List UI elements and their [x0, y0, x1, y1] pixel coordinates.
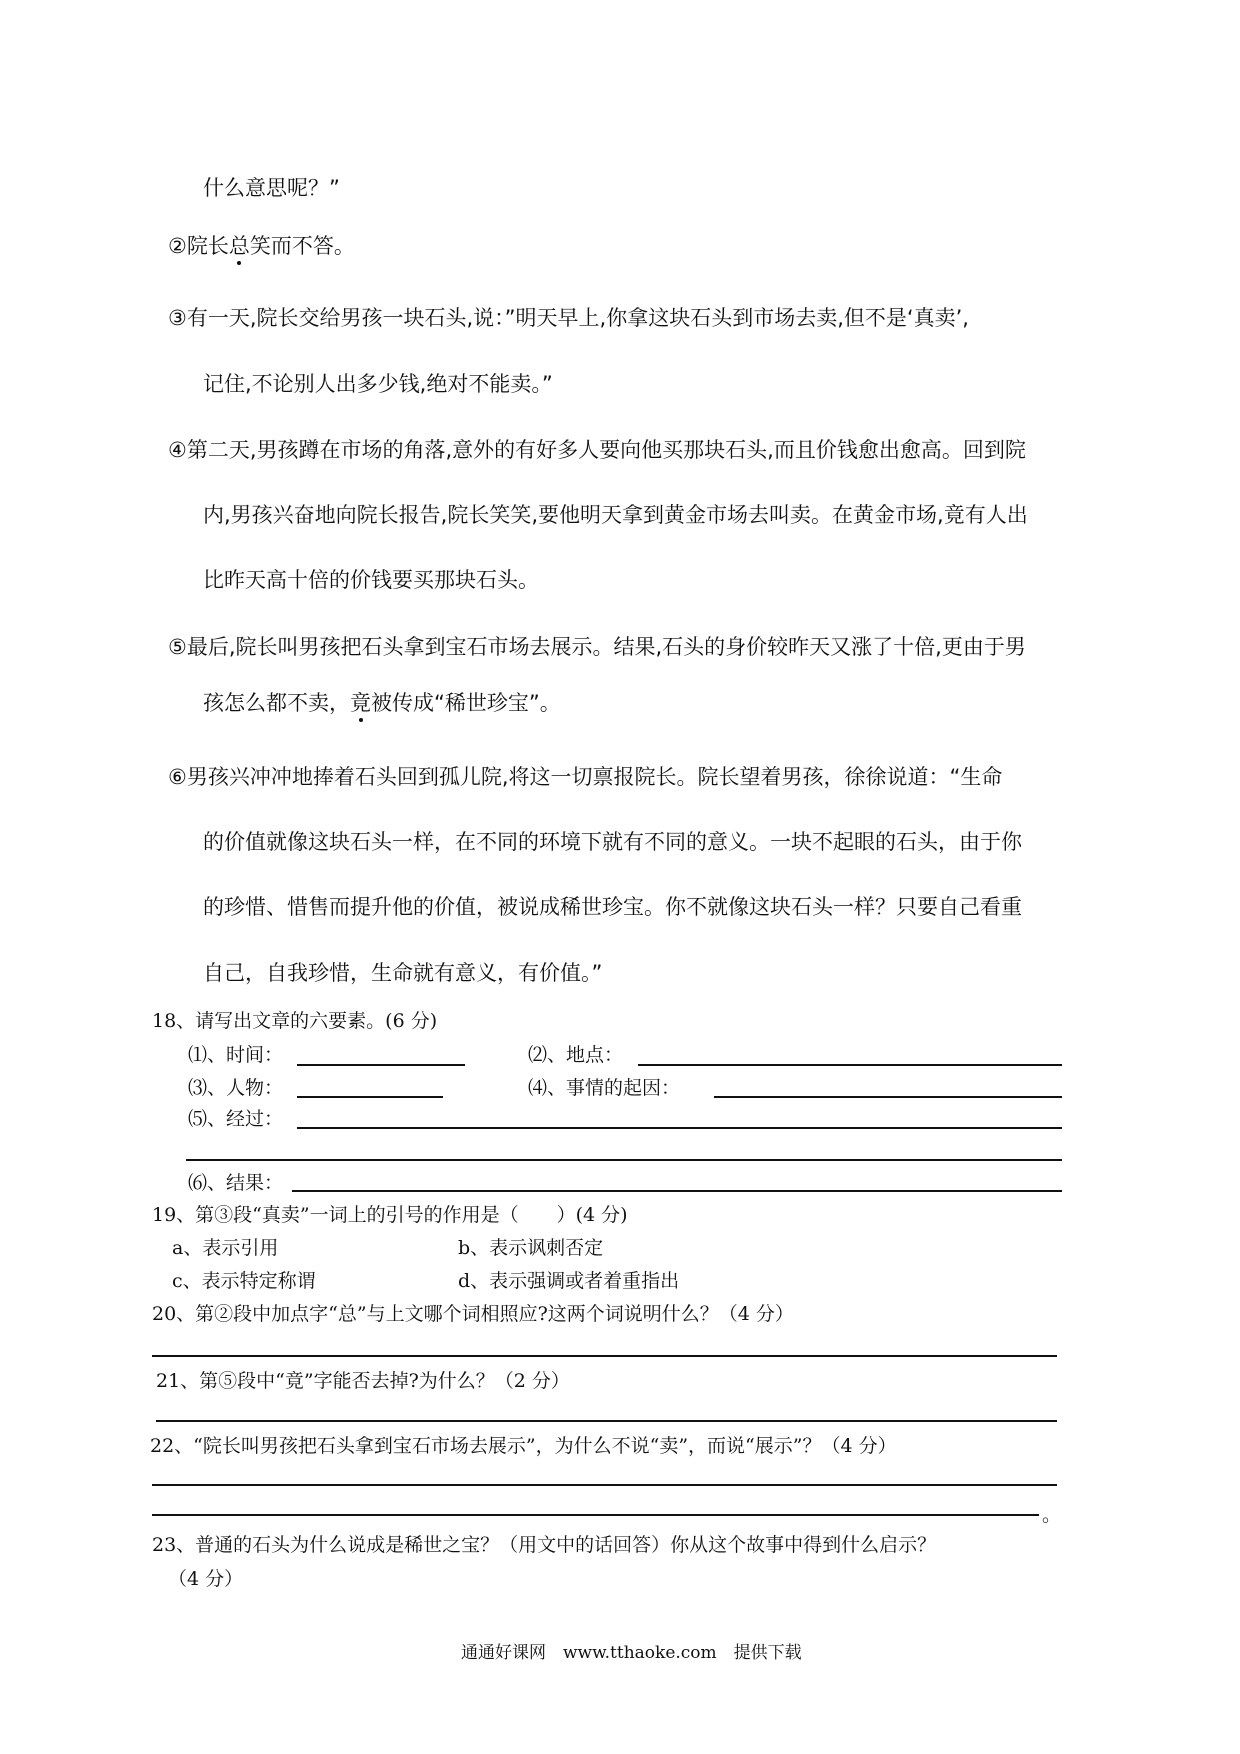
- q22-answer-line-1[interactable]: [152, 1484, 1057, 1486]
- q18-people-label: ⑶、人物：: [188, 1077, 284, 1099]
- q18-result-label: ⑹、结果：: [188, 1172, 284, 1194]
- q20-title: 20、第②段中加点字“总”与上文哪个词相照应?这两个词说明什么？（4 分）: [152, 1303, 794, 1325]
- passage-p3-line2: 记住,不论别人出多少钱,绝对不能卖。”: [203, 372, 553, 396]
- q23-title-line1: 23、普通的石头为什么说成是稀世之宝？（用文中的话回答）你从这个故事中得到什么启示？: [152, 1534, 937, 1556]
- passage-p4-line2: 内,男孩兴奋地向院长报告,院长笑笑,要他明天拿到黄金市场去叫卖。在黄金市场,竟有人出: [203, 503, 1028, 527]
- q18-people-answer-line[interactable]: [297, 1096, 443, 1098]
- dotted-char-jing: 竟: [350, 691, 371, 715]
- q18-time-label: ⑴、时间：: [188, 1044, 284, 1066]
- passage-p4-line3: 比昨天高十倍的价钱要买那块石头。: [203, 568, 539, 592]
- page-footer: 通通好课网 www.tthaoke.com 提供下载: [461, 1643, 802, 1663]
- q21-answer-line[interactable]: [156, 1420, 1057, 1422]
- passage-p3-line1: ③有一天,院长交给男孩一块石头,说：”明天早上,你拿这块石头到市场去卖,但不是‘真卖’,: [168, 306, 969, 330]
- passage-p6-line3: 的珍惜、惜售而提升他的价值，被说成稀世珍宝。你不就像这块石头一样？只要自己看重: [203, 895, 1022, 919]
- passage-p5-suffix: 被传成“稀世珍宝”。: [371, 691, 561, 715]
- q18-time-answer-line[interactable]: [297, 1064, 465, 1066]
- q22-title: 22、“院长叫男孩把石头拿到宝石市场去展示”，为什么不说“卖”，而说“展示”？（4 分）: [150, 1435, 897, 1457]
- q22-end-mark: 。: [1042, 1504, 1062, 1526]
- q20-answer-line[interactable]: [152, 1355, 1057, 1357]
- q19-title: 19、第③段“真卖”一词上的引号的作用是（ ）(4 分): [152, 1204, 628, 1226]
- passage-p5-line1: ⑤最后,院长叫男孩把石头拿到宝石市场去展示。结果,石头的身价较昨天又涨了十倍,更由于男: [168, 635, 1026, 659]
- q19-option-a[interactable]: a、表示引用: [172, 1237, 279, 1259]
- passage-p6-line4: 自己，自我珍惜，生命就有意义，有价值。”: [203, 961, 603, 985]
- q22-answer-line-2[interactable]: [152, 1514, 1039, 1516]
- q21-title: 21、第⑤段中“竟”字能否去掉?为什么？（2 分）: [156, 1370, 570, 1392]
- q18-title: 18、请写出文章的六要素。(6 分): [152, 1010, 438, 1032]
- q18-process-answer-line-2[interactable]: [186, 1159, 1062, 1161]
- q18-cause-label: ⑷、事情的起因：: [528, 1077, 681, 1099]
- passage-p6-line2: 的价值就像这块石头一样，在不同的环境下就有不同的意义。一块不起眼的石头，由于你: [203, 830, 1022, 854]
- q19-option-c[interactable]: c、表示特定称谓: [172, 1270, 316, 1292]
- dotted-char-zong: 总: [228, 234, 250, 258]
- passage-p1-cont: 什么意思呢？”: [203, 176, 340, 200]
- passage-p4-line1: ④第二天,男孩蹲在市场的角落,意外的有好多人要向他买那块石头,而且价钱愈出愈高。回到院: [168, 438, 1026, 462]
- q18-cause-answer-line[interactable]: [714, 1096, 1062, 1098]
- passage-p5-line2: [203, 687, 561, 717]
- q18-process-answer-line-1[interactable]: [297, 1127, 1062, 1129]
- q18-process-label: ⑸、经过：: [188, 1108, 284, 1130]
- passage-p2-suffix: 笑而不答。: [249, 234, 355, 258]
- q19-option-d[interactable]: d、表示强调或者着重指出: [458, 1270, 680, 1292]
- q23-title-line2: （4 分）: [168, 1568, 244, 1590]
- passage-p2: [168, 230, 355, 260]
- passage-p5-prefix: 孩怎么都不卖，: [203, 691, 350, 715]
- q18-place-label: ⑵、地点：: [528, 1044, 624, 1066]
- q18-place-answer-line[interactable]: [638, 1064, 1062, 1066]
- q18-result-answer-line[interactable]: [292, 1190, 1062, 1192]
- q19-option-b[interactable]: b、表示讽刺否定: [458, 1237, 604, 1259]
- passage-p2-prefix: ②院长: [168, 234, 229, 258]
- passage-p6-line1: ⑥男孩兴冲冲地捧着石头回到孤儿院,将这一切禀报院长。院长望着男孩，徐徐说道：“生命: [168, 765, 1003, 789]
